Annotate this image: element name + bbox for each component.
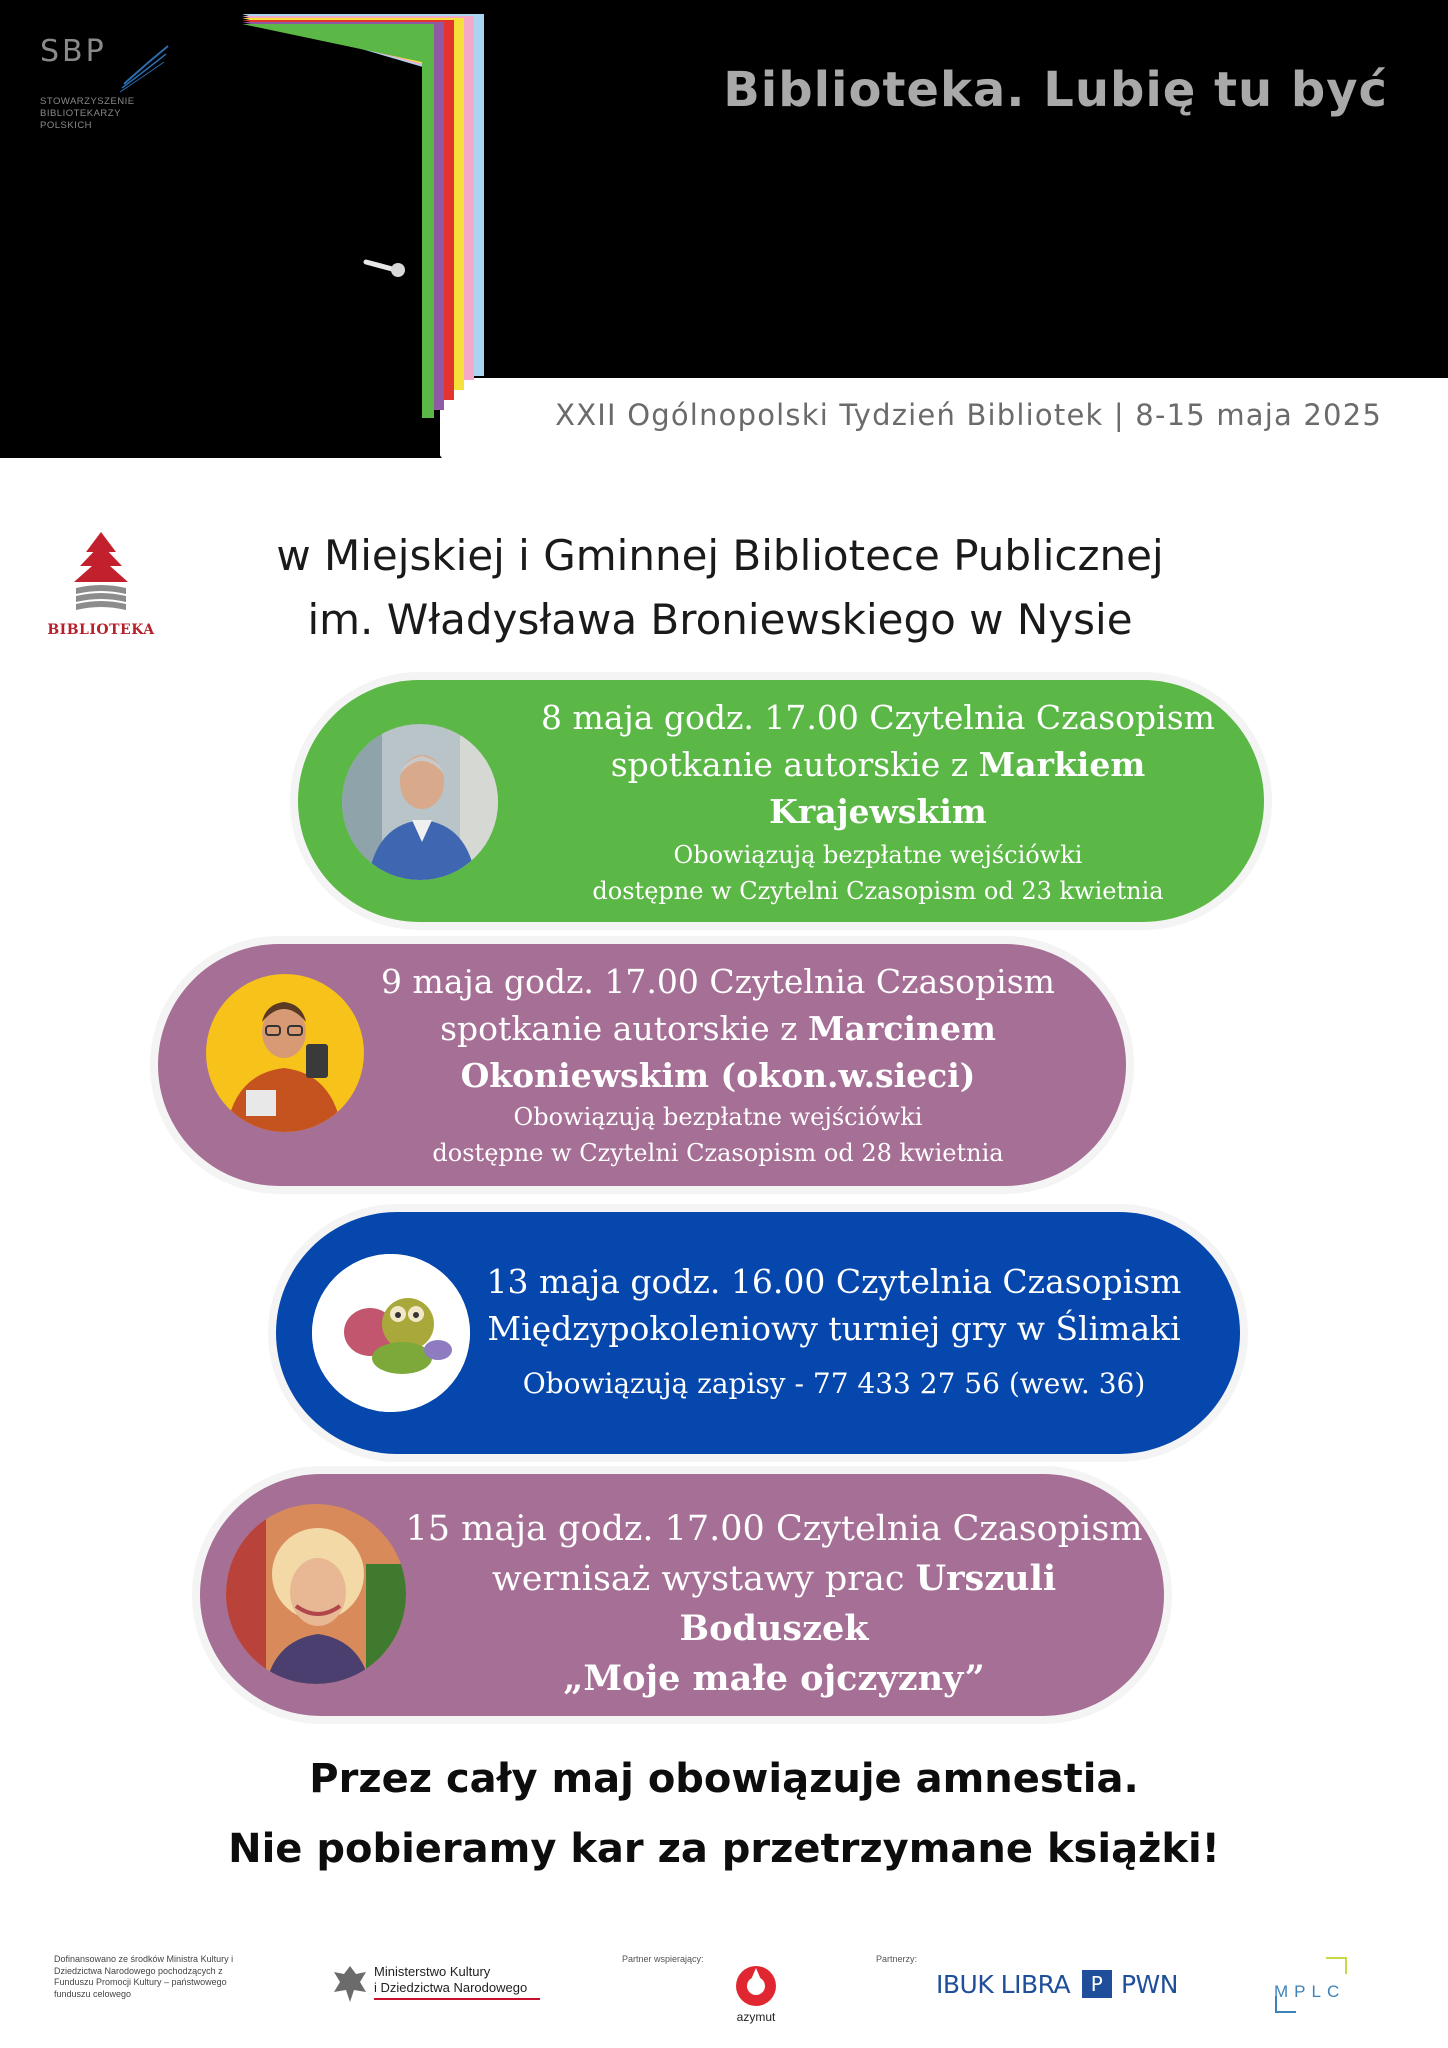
event-note: Obowiązują zapisy - 77 433 27 56 (wew. 36) <box>522 1367 1146 1400</box>
mplc-text: MPLC <box>1274 1982 1346 2001</box>
azymut-name: azymut <box>736 2010 776 2024</box>
event-guest-name: Urszuli Boduszek <box>679 1558 1057 1649</box>
event-card-may-13 <box>276 1212 1240 1454</box>
ministry-underline <box>374 1998 540 2000</box>
pwn-badge-icon: P <box>1082 1970 1112 1998</box>
ibuk-libra-text: IBUK LIBRA <box>936 1970 1071 1999</box>
event-title: XXII Ogólnopolski Tydzień Bibliotek | 8-15 maja 2025 <box>555 398 1382 432</box>
event-guest-name-line <box>508 788 1248 835</box>
supporting-partner-label: Partner wspierający: <box>622 1954 704 1964</box>
event-card-may-15 <box>200 1474 1164 1716</box>
library-heading-line: w Miejskiej i Gminnej Bibliotece Publicznej <box>276 531 1164 580</box>
funding-note: Dofinansowano ze środków Ministra Kultury i Dziedzictwa Narodowego pochodzących z Funduszu Promocji Kultury – państwowego funduszu celowego <box>54 1954 234 1999</box>
event-note: dostępne w Czytelni Czasopism od 23 kwietnia <box>592 877 1164 905</box>
ministry-name <box>374 1964 527 1996</box>
sbp-swoosh-icon <box>74 40 170 100</box>
artist-photo <box>226 1504 406 1684</box>
ministry-logo <box>330 1962 570 2012</box>
amnesty-notice <box>100 1744 1348 1884</box>
event-exhibition-title-line <box>404 1654 1144 1704</box>
sbp-letters: SBP <box>40 34 107 69</box>
sbp-org-name <box>40 96 135 132</box>
sbp-logo <box>40 34 150 144</box>
event-guest-name-line <box>368 1052 1068 1099</box>
author-photo <box>342 724 498 880</box>
event-description <box>368 1005 1068 1052</box>
ministry-name-line: Ministerstwo Kultury <box>374 1964 491 1979</box>
event-note: dostępne w Czytelni Czasopism od 28 kwietnia <box>432 1139 1004 1167</box>
door-knob <box>391 263 405 277</box>
campaign-tagline: Biblioteka. Lubię tu być <box>723 62 1388 118</box>
event-description-text: wernisaż wystawy prac <box>491 1559 916 1599</box>
event-note: Obowiązują bezpłatne wejściówki <box>513 1103 923 1131</box>
event-date-place: 13 maja godz. 16.00 Czytelnia Czasopism <box>486 1262 1182 1301</box>
game-illustration <box>312 1254 470 1412</box>
event-guest-name: Markiem <box>978 745 1146 784</box>
library-book-icon <box>46 528 156 620</box>
event-description-text: spotkanie autorskie z <box>610 745 979 784</box>
library-heading <box>200 524 1240 652</box>
partners-label: Partnerzy: <box>876 1954 918 1964</box>
event-description <box>404 1554 1144 1654</box>
event-description: Międzypokoleniowy turniej gry w Ślimaki <box>487 1309 1181 1348</box>
event-details <box>508 694 1248 909</box>
library-logo <box>46 528 156 638</box>
sbp-org-line: STOWARZYSZENIE <box>40 96 135 107</box>
event-details <box>404 1504 1144 1704</box>
event-date-place: 15 maja godz. 17.00 Czytelnia Czasopism <box>405 1509 1143 1549</box>
event-card-may-8 <box>298 680 1264 922</box>
event-guest-name: Marcinem <box>808 1009 996 1048</box>
author-photo <box>206 974 364 1132</box>
azymut-logo <box>728 1962 784 2026</box>
event-card-may-9 <box>158 944 1126 1186</box>
event-details <box>466 1258 1202 1407</box>
event-guest-surname: Okoniewskim (okon.w.sieci) <box>460 1056 976 1095</box>
event-note: Obowiązują bezpłatne wejściówki <box>673 841 1083 869</box>
amnesty-line: Przez cały maj obowiązuje amnestia. <box>309 1756 1139 1802</box>
eagle-emblem-icon <box>330 1962 370 2006</box>
event-description-text: spotkanie autorskie z <box>440 1009 809 1048</box>
sponsors-bar <box>0 1940 1448 2030</box>
event-date-place: 9 maja godz. 17.00 Czytelnia Czasopism <box>381 962 1055 1001</box>
mplc-logo <box>1270 1952 1350 2022</box>
ibuk-libra-pwn-logo <box>936 1970 1178 1999</box>
event-description <box>508 741 1248 788</box>
ministry-name-line: i Dziedzictwa Narodowego <box>374 1980 528 1995</box>
library-logo-name: BIBLIOTEKA <box>47 622 155 638</box>
event-details <box>368 958 1068 1171</box>
amnesty-line: Nie pobieramy kar za przetrzymane książki! <box>228 1826 1220 1872</box>
event-exhibition-title: „Moje małe ojczyzny” <box>563 1658 985 1699</box>
event-date-place: 8 maja godz. 17.00 Czytelnia Czasopism <box>541 698 1215 737</box>
azymut-logo-icon <box>732 1962 780 2010</box>
event-guest-surname: Krajewskim <box>769 792 987 831</box>
sbp-org-line: BIBLIOTEKARZY <box>40 108 121 119</box>
pwn-text: PWN <box>1120 1970 1178 1999</box>
sbp-org-line: POLSKICH <box>40 120 93 131</box>
library-heading-line: im. Władysława Broniewskiego w Nysie <box>307 595 1133 644</box>
